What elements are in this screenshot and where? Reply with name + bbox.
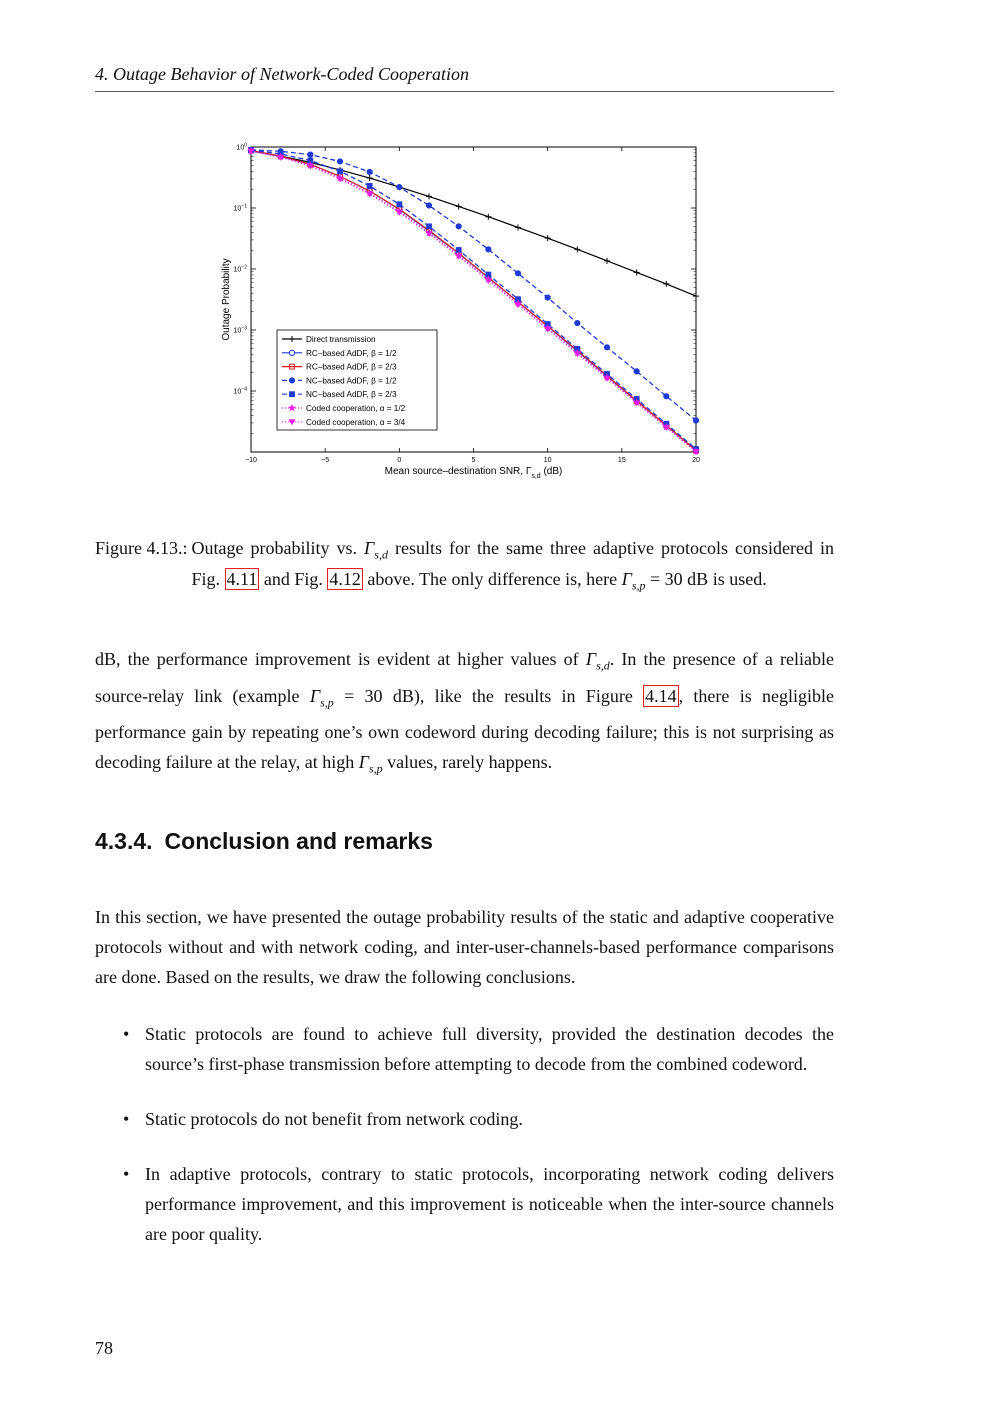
x-tick-label: −5	[321, 457, 330, 464]
ref-link-4-14[interactable]: 4.14	[645, 685, 677, 706]
paragraph-performance: dB, the performance improvement is evident at higher values of $\Gamma_{s,d}$. In the presence of a reliable source-relay link (example $\Gamma_{s,p} = 30$ dB), like the results in Figure 4.14 , there is negligible performance gain by repeating one’s own codeword during decoding failure; this is not surprising as decoding failure at the relay, at high $\Gamma_{s,p}$ values, rarely happens.	[95, 649, 834, 776]
legend-label: Direct transmission	[306, 335, 376, 344]
ref-link-4-12[interactable]: 4.12	[329, 568, 361, 589]
section-number: 4.3.4.	[95, 828, 153, 854]
x-axis-label: Mean source–destination SNR, $\Gamma_{s,d}$ (dB)	[384, 466, 563, 480]
x-tick-label: 10	[543, 457, 552, 464]
circle-filled-marker	[289, 378, 294, 383]
section-heading	[95, 828, 433, 855]
caption-label: Figure 4.13.:	[95, 538, 188, 558]
square-filled-marker	[427, 224, 432, 229]
figure-outage-probability	[215, 136, 715, 486]
legend-label: NC–based AdDF, β = 1/2	[306, 376, 397, 386]
x-tick-label: 5	[471, 457, 476, 464]
bullet-icon: •	[123, 1109, 130, 1129]
conclusion-list	[95, 1019, 834, 1274]
circle-filled-marker	[693, 418, 698, 423]
outage-chart	[215, 136, 715, 486]
y-tick-label: $10^{-4}$	[233, 386, 247, 396]
list-item: • Static protocols are found to achieve full diversity, provided the destination decodes the source’s first-phase transmission before attempting to decode from the combined codeword.	[95, 1019, 834, 1079]
gamma-symbol: Γ	[364, 538, 375, 558]
square-filled-marker	[338, 169, 343, 174]
y-tick-label: $10^{-2}$	[233, 264, 247, 274]
circle-filled-marker	[308, 152, 313, 157]
circle-filled-marker	[337, 159, 342, 164]
circle-filled-marker	[397, 185, 402, 190]
legend-label: RC–based AdDF, β = 2/3	[306, 362, 397, 372]
bullet-icon: •	[123, 1164, 130, 1184]
legend-label: Coded cooperation, α = 1/2	[306, 404, 406, 413]
legend-label: NC–based AdDF, β = 2/3	[306, 390, 397, 400]
caption-text: Outage probability vs. $\Gamma_{s,d}$ results for the same three adaptive protocols considered in Fig. 4.11 and Fig. 4.12 above. The only difference is, here $\Gamma_{s,p} = 30$ dB is used.	[191, 538, 834, 593]
square-filled-marker	[290, 392, 295, 397]
legend-label: RC–based AdDF, β = 1/2	[306, 348, 397, 358]
section-title: Conclusion and remarks	[164, 828, 433, 854]
circle-filled-marker	[604, 345, 609, 350]
running-header	[95, 64, 834, 92]
list-item: • In adaptive protocols, contrary to static protocols, incorporating network coding delivers performance improvement, and this improvement is noticeable when the inter-source channels are poor quality.	[95, 1159, 834, 1249]
circle-filled-marker	[545, 295, 550, 300]
circle-filled-marker	[634, 369, 639, 374]
square-filled-marker	[367, 184, 372, 189]
x-tick-label: 0	[397, 457, 402, 464]
ref-link-4-11[interactable]: 4.11	[226, 568, 258, 589]
legend-label: Coded cooperation, α = 3/4	[306, 417, 406, 427]
x-tick-label: 15	[617, 457, 626, 464]
figure-caption	[95, 536, 834, 597]
list-item: • Static protocols do not benefit from network coding.	[95, 1104, 834, 1134]
y-axis-label: Outage Probability	[221, 258, 232, 341]
bullet-icon: •	[123, 1024, 130, 1044]
y-tick-label: $10^0$	[236, 142, 247, 152]
square-filled-marker	[397, 202, 402, 207]
circle-filled-marker	[486, 247, 491, 252]
circle-filled-marker	[664, 394, 669, 399]
x-tick-label: 20	[692, 457, 700, 464]
circle-marker	[289, 350, 294, 355]
paragraph-conclusion-intro: In this section, we have presented the outage probability results of the static and adaptive cooperative protocols without and with network coding, and inter-user-channels-based performance comparisons are done. Based on the results, we draw the following conclusions.	[95, 907, 834, 987]
page-number: 78	[95, 1338, 113, 1358]
running-header-title: 4. Outage Behavior of Network-Coded Cooperation	[95, 64, 469, 84]
circle-filled-marker	[575, 320, 580, 325]
circle-filled-marker	[426, 203, 431, 208]
y-tick-label: $10^{-1}$	[233, 203, 247, 213]
circle-filled-marker	[367, 169, 372, 174]
circle-filled-marker	[456, 224, 461, 229]
circle-filled-marker	[515, 271, 520, 276]
x-tick-label: −10	[245, 457, 257, 464]
y-tick-label: $10^{-3}$	[233, 325, 247, 335]
